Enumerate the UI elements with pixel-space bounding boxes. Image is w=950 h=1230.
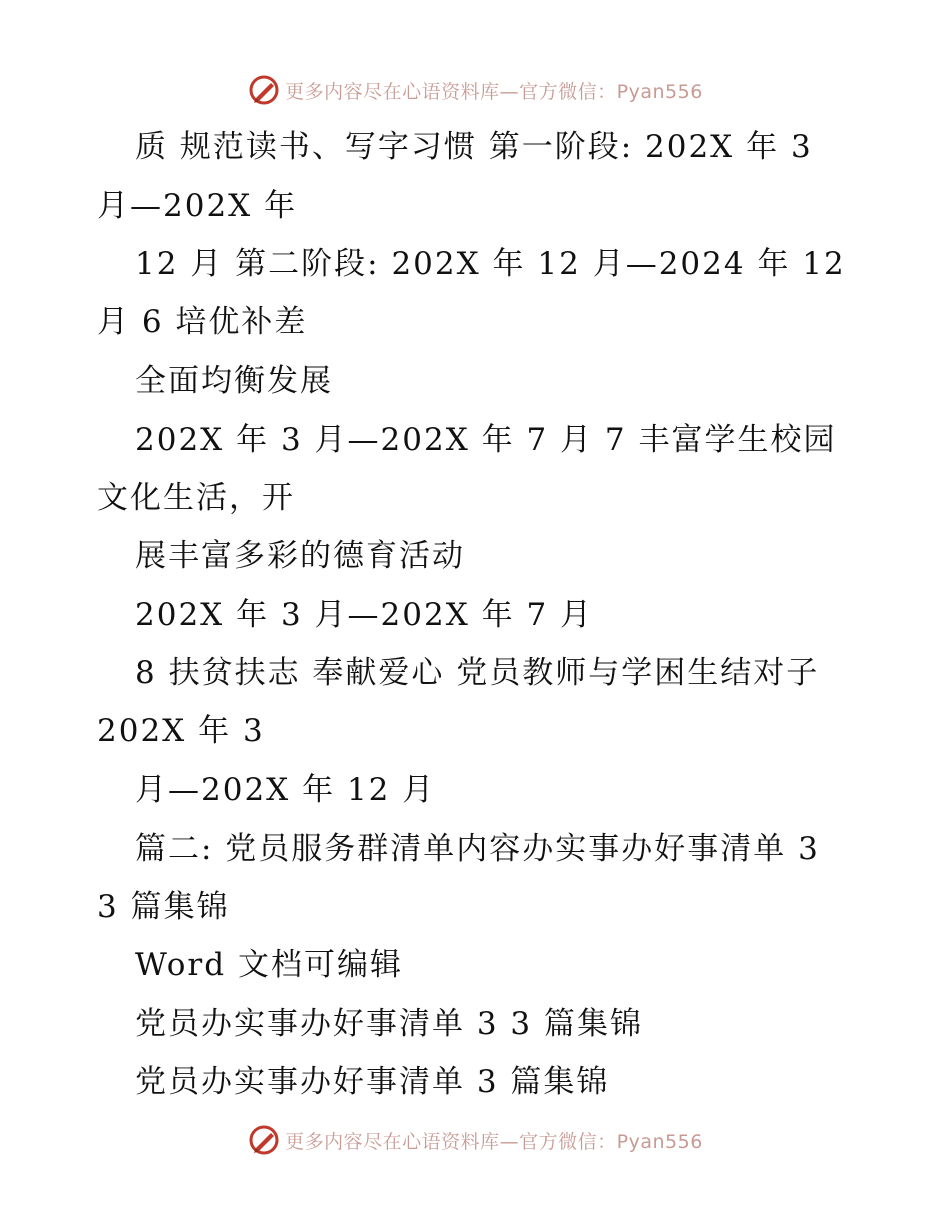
- text-line: 202X 年 3: [97, 713, 265, 749]
- text-line: 党员办实事办好事清单 3 篇集锦: [135, 1064, 610, 1100]
- text-line: 月—202X 年: [97, 188, 298, 224]
- text-line: 月 6 培优补差: [97, 304, 308, 340]
- text-line: 展丰富多彩的德育活动: [135, 538, 465, 574]
- watermark-text: 更多内容尽在心语资料库—官方微信：Pyan556: [285, 80, 703, 103]
- text-line: 3 篇集锦: [97, 889, 230, 925]
- footer-watermark: [0, 1120, 950, 1160]
- text-line: 文化生活，开: [97, 480, 295, 516]
- header-watermark: [0, 70, 950, 110]
- pen-logo-icon: [247, 73, 281, 107]
- text-line: 党员办实事办好事清单 3 3 篇集锦: [135, 1006, 644, 1042]
- text-line: 202X 年 3 月—202X 年 7 月: [135, 597, 594, 633]
- text-line: 质 规范读书、写字习惯 第一阶段: 202X 年 3: [135, 129, 813, 165]
- pen-logo-icon: [247, 1123, 281, 1157]
- text-line: Word 文档可编辑: [135, 947, 403, 983]
- text-line: 全面均衡发展: [135, 363, 333, 399]
- watermark-text: 更多内容尽在心语资料库—官方微信：Pyan556: [285, 1130, 703, 1153]
- text-line: 12 月 第二阶段: 202X 年 12 月—2024 年 12: [135, 246, 846, 282]
- text-line: 月—202X 年 12 月: [135, 772, 436, 808]
- text-line: 8 扶贫扶志 奉献爱心 党员教师与学困生结对子: [135, 655, 820, 691]
- text-line: 篇二: 党员服务群清单内容办实事办好事清单 3: [135, 831, 820, 867]
- text-line: 202X 年 3 月—202X 年 7 月 7 丰富学生校园: [135, 422, 837, 458]
